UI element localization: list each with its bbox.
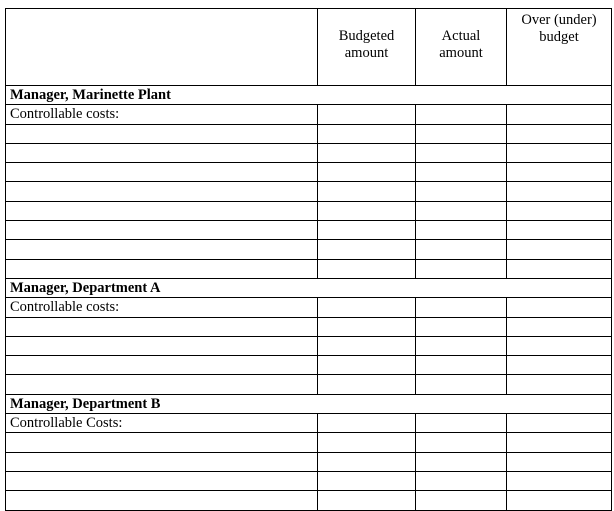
- blank-cost-row: [6, 182, 612, 201]
- over-under-budget-header: [507, 9, 612, 86]
- actual-header-line-2: amount: [439, 45, 483, 61]
- budgeted-cell: [318, 124, 416, 143]
- cost-item-cell: [6, 317, 318, 336]
- cost-item-cell: [6, 259, 318, 278]
- over-under-cell: [507, 163, 612, 182]
- actual-cell: [416, 240, 507, 259]
- over-under-cell: [507, 143, 612, 162]
- over-under-cell: [507, 491, 612, 510]
- blank-cost-row: [6, 317, 612, 336]
- blank-cost-row: [6, 433, 612, 452]
- over-header-line-1: Over (under): [521, 12, 597, 28]
- section-title: Manager, Department B: [6, 394, 612, 413]
- over-under-cell: [507, 414, 612, 433]
- budgeted-cell: [318, 414, 416, 433]
- controllable-costs-label: Controllable Costs:: [6, 414, 318, 433]
- actual-cell: [416, 491, 507, 510]
- label-column-header: [6, 9, 318, 86]
- over-under-cell: [507, 356, 612, 375]
- blank-cost-row: [6, 143, 612, 162]
- section-header-row: [6, 394, 612, 413]
- blank-cost-row: [6, 259, 612, 278]
- controllable-costs-label: Controllable costs:: [6, 298, 318, 317]
- responsibility-report-table: [5, 8, 612, 511]
- budgeted-cell: [318, 163, 416, 182]
- cost-item-cell: [6, 356, 318, 375]
- over-under-cell: [507, 317, 612, 336]
- controllable-costs-row: [6, 105, 612, 124]
- blank-cost-row: [6, 452, 612, 471]
- cost-item-cell: [6, 221, 318, 240]
- over-under-cell: [507, 221, 612, 240]
- controllable-costs-row: [6, 414, 612, 433]
- actual-cell: [416, 105, 507, 124]
- budgeted-amount-header: [318, 9, 416, 86]
- budgeted-cell: [318, 298, 416, 317]
- over-under-cell: [507, 259, 612, 278]
- budgeted-cell: [318, 471, 416, 490]
- actual-cell: [416, 414, 507, 433]
- budgeted-cell: [318, 221, 416, 240]
- section-title: Manager, Department A: [6, 278, 612, 297]
- budgeted-cell: [318, 182, 416, 201]
- blank-cost-row: [6, 163, 612, 182]
- actual-cell: [416, 221, 507, 240]
- over-under-cell: [507, 182, 612, 201]
- controllable-costs-row: [6, 298, 612, 317]
- blank-cost-row: [6, 240, 612, 259]
- section-header-row: [6, 86, 612, 105]
- cost-item-cell: [6, 452, 318, 471]
- budgeted-header-line-1: Budgeted: [338, 28, 395, 44]
- cost-item-cell: [6, 163, 318, 182]
- actual-cell: [416, 163, 507, 182]
- blank-cost-row: [6, 491, 612, 510]
- cost-item-cell: [6, 491, 318, 510]
- actual-cell: [416, 375, 507, 394]
- budgeted-cell: [318, 452, 416, 471]
- over-header-line-2: budget: [539, 29, 579, 45]
- budgeted-cell: [318, 317, 416, 336]
- over-under-cell: [507, 105, 612, 124]
- over-under-cell: [507, 433, 612, 452]
- budgeted-cell: [318, 240, 416, 259]
- budgeted-cell: [318, 433, 416, 452]
- blank-cost-row: [6, 375, 612, 394]
- cost-item-cell: [6, 240, 318, 259]
- cost-item-cell: [6, 471, 318, 490]
- blank-cost-row: [6, 124, 612, 143]
- actual-cell: [416, 471, 507, 490]
- column-header-row: [6, 9, 612, 86]
- over-under-cell: [507, 240, 612, 259]
- section-header-row: [6, 278, 612, 297]
- budgeted-cell: [318, 356, 416, 375]
- budgeted-cell: [318, 105, 416, 124]
- section-title: Manager, Marinette Plant: [6, 86, 612, 105]
- over-under-cell: [507, 375, 612, 394]
- cost-item-cell: [6, 375, 318, 394]
- actual-cell: [416, 336, 507, 355]
- budgeted-cell: [318, 143, 416, 162]
- blank-cost-row: [6, 336, 612, 355]
- over-under-cell: [507, 471, 612, 490]
- budgeted-cell: [318, 201, 416, 220]
- over-under-cell: [507, 336, 612, 355]
- budgeted-cell: [318, 491, 416, 510]
- over-under-cell: [507, 298, 612, 317]
- blank-cost-row: [6, 221, 612, 240]
- actual-cell: [416, 356, 507, 375]
- budgeted-cell: [318, 259, 416, 278]
- over-under-cell: [507, 124, 612, 143]
- actual-cell: [416, 124, 507, 143]
- controllable-costs-label: Controllable costs:: [6, 105, 318, 124]
- budgeted-cell: [318, 375, 416, 394]
- actual-cell: [416, 182, 507, 201]
- cost-item-cell: [6, 336, 318, 355]
- actual-cell: [416, 317, 507, 336]
- blank-cost-row: [6, 356, 612, 375]
- blank-cost-row: [6, 471, 612, 490]
- cost-item-cell: [6, 201, 318, 220]
- cost-item-cell: [6, 182, 318, 201]
- budgeted-cell: [318, 336, 416, 355]
- actual-cell: [416, 259, 507, 278]
- report-body: [6, 86, 612, 511]
- over-under-cell: [507, 452, 612, 471]
- actual-cell: [416, 433, 507, 452]
- actual-header-line-1: Actual: [441, 28, 481, 44]
- blank-cost-row: [6, 201, 612, 220]
- actual-cell: [416, 298, 507, 317]
- over-under-cell: [507, 201, 612, 220]
- actual-cell: [416, 452, 507, 471]
- actual-amount-header: [416, 9, 507, 86]
- cost-item-cell: [6, 143, 318, 162]
- budgeted-header-line-2: amount: [344, 45, 389, 61]
- actual-cell: [416, 201, 507, 220]
- cost-item-cell: [6, 124, 318, 143]
- cost-item-cell: [6, 433, 318, 452]
- actual-cell: [416, 143, 507, 162]
